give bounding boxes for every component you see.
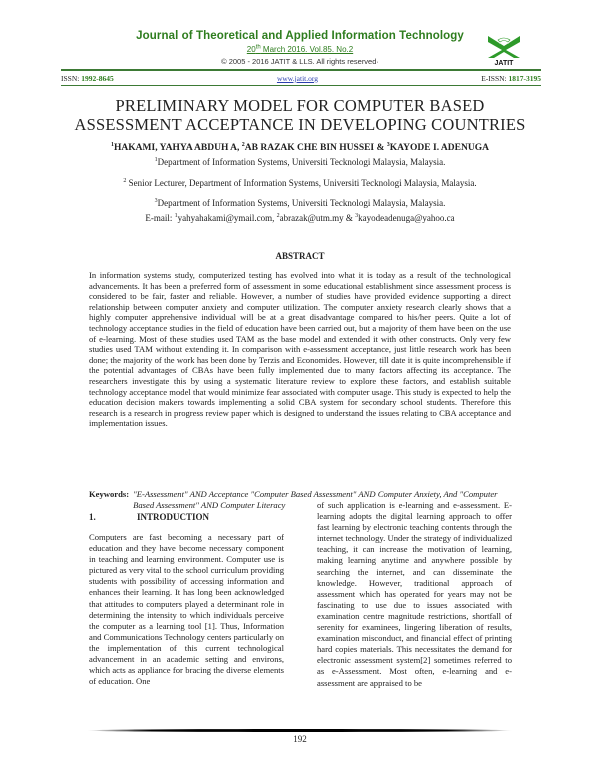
email-sup: 3 [355, 213, 359, 219]
eissn-value: 1817-3195 [508, 74, 541, 83]
jatit-logo-icon [484, 34, 524, 66]
affil-text: Department of Information Systems, Universiti Tecknologi Malaysia, Malaysia. [157, 157, 446, 167]
affil-text: Senior Lecturer, Department of Information Systems, Universiti Tecknologi Malaysia, Malaysia. [126, 178, 477, 188]
keywords-label: Keywords: [89, 489, 130, 499]
title-line-1: PRELIMINARY MODEL FOR COMPUTER BASED [115, 96, 485, 115]
issue-rest: March 2016. Vol.85. No.2 [260, 45, 354, 54]
affil-sup: 2 [123, 178, 127, 184]
affil-sup: 3 [154, 198, 158, 204]
intro-left-column: Computers are fast becoming a necessary part of education and they have become necessary component in teaching and learning environment. Computer use is pictured as very vital to the school curriculum providing students with possibility of accessing information and enhances their learning. It has long been acknowledged that attitudes to computers played a determinant role in determining the intensity to which individuals perceive the computer as a learning tool [1]. Thus, Information and Communications Technology centers particularly on the implementation of this current technological advancement in an academic setting and environs, which acts as appliance for bracing the diverse elements of education. One [89, 532, 284, 687]
author-sup: 2 [241, 141, 245, 148]
issn-value: 1992-8645 [81, 74, 114, 83]
abstract-body: In information systems study, computerized testing has evolved into what it is today as a result of the technological advancements. It has been a preferred form of assessment in some educational establishment since assessment process is considered to be fair, faster and reliable. However, a number of studies have provided evidence supporting a direct relationship between computer anxiety and computer utilization. The computer anxiety research clearly shows that a highly computer apprehensive individual will be at a great disadvantage compared to his/her peers. Quite a lot of technology acceptance studies in the field of education have been carried out, but a majority of them have been on the use of e-learning. Most of these studies used TAM as the base model and extended it with other constructs. Only very few studies used TAM without extending it. In comparison with e-assessment acceptance, just little research work has been done; the majority of the work has been done by Terzis and Economides. However, till date it is quite incomprehensible if the potential advantages of CBAs have been fully implemented due to many factors affecting its acceptance. The researchers investigate this by using a systematic literature review to explore these factors, and establish suitable technology acceptance model that would minimize fear associated with computer usage. This study is expected to help the education decision makers towards implementing a solid CBA system for secondary school students. Therefore this research is a research in progress review paper which is designed to understand the issues relating to CBA acceptance and implementation issues. [89, 270, 511, 429]
author-name: KAYODE I. ADENUGA [389, 143, 489, 153]
author-sup: 3 [386, 141, 390, 148]
email-label: E-mail: [145, 213, 175, 223]
section-title: INTRODUCTION [137, 512, 210, 522]
intro-right-column: of such application is e-learning and e-assessment. E-learning adopts the digital learning approach to offer fast learning by electronic teaching contents through the internet technology. Under the strategy of individualized teaching, it can increase the motivation of learning, making learning anytime and anywhere possible by searching the internet, and can disseminate the knowledge. However, traditional approach of assessment which has operated for years may not be fascinating to use due to issues associated with examination centre magnitude restrictions, shortfall of serenity for examinees, lingering liberation of results, examination misconduct, and financial effect of printing hard copies materials. This necessitates the demand for electronic assessment system[2] sometimes referred to as e-Assessment. Most often, e-learning and e-assessment are appraised to be [317, 500, 512, 688]
footer-rule [87, 729, 512, 732]
header-rule [61, 69, 541, 71]
website-link[interactable]: www.jatit.org [276, 74, 318, 83]
copyright-notice: © 2005 - 2016 JATIT & LLS. All rights reserved· [221, 57, 379, 66]
issn-rule [61, 85, 541, 86]
issn-row [61, 74, 541, 83]
issue-sup: th [255, 44, 261, 51]
section-number: 1. [89, 512, 96, 522]
email-address[interactable]: abrazak@utm.my & [279, 213, 356, 223]
svg-text:JATIT: JATIT [494, 60, 514, 66]
author-list [0, 143, 600, 153]
journal-title: Journal of Theoretical and Applied Information Technology [136, 30, 464, 42]
affil-sup: 1 [154, 157, 158, 163]
abstract-heading: ABSTRACT [275, 251, 325, 261]
page-number: 192 [293, 734, 307, 744]
email-address[interactable]: yahyahakami@ymail.com, [177, 213, 277, 223]
email-sup: 1 [174, 213, 178, 219]
author-name: HAKAMI, YAHYA ABDUH A, [114, 143, 242, 153]
author-name: AB RAZAK CHE BIN HUSSEI & [244, 143, 387, 153]
affiliation-3 [0, 198, 600, 208]
author-sup: 1 [111, 141, 115, 148]
section-heading [89, 512, 209, 522]
issn-label: ISSN: [61, 74, 82, 83]
eissn [481, 74, 541, 83]
affil-text: Department of Information Systems, Universiti Tecknologi Malaysia, Malaysia. [157, 198, 446, 208]
email-sup: 2 [276, 213, 280, 219]
affiliation-2 [0, 178, 600, 188]
keywords-value: "E-Assessment" AND Acceptance "Computer Based Assessment" AND Computer Anxiety, And "Computer Based Assessment" AND Computer Literacy [133, 489, 498, 510]
email-address[interactable]: kayodeadenuga@yahoo.ca [358, 213, 455, 223]
title-line-2: ASSESSMENT ACCEPTANCE IN DEVELOPING COUNTRIES [74, 115, 526, 134]
paper-title [0, 96, 600, 134]
issue-day: 20 [246, 45, 256, 54]
email-line [0, 213, 600, 223]
issn [61, 74, 114, 83]
eissn-label: E-ISSN: [481, 74, 509, 83]
affiliation-1 [0, 157, 600, 167]
